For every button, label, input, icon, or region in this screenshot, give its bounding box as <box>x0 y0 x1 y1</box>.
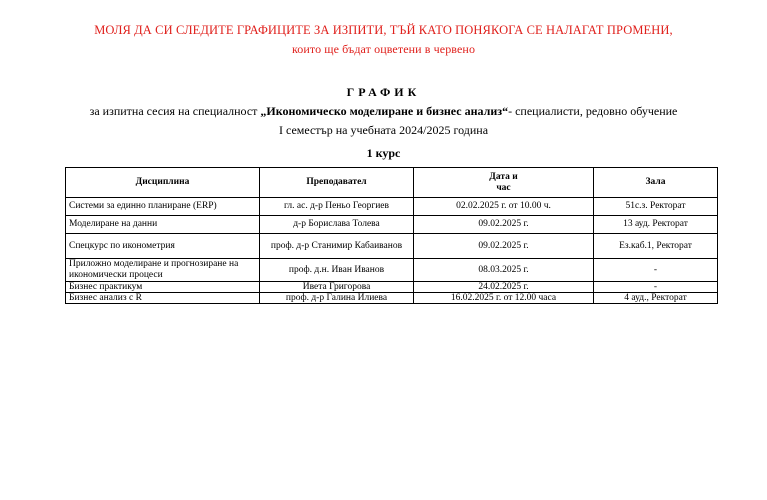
cell-date: 02.02.2025 г. от 10.00 ч. <box>414 198 594 216</box>
table-row <box>66 259 718 282</box>
cell-lecturer: проф. д.н. Иван Иванов <box>260 259 414 282</box>
document-title: ГРАФИК <box>346 85 421 99</box>
table-row <box>66 234 718 259</box>
header-date-line-2: час <box>496 182 511 193</box>
header-room: Зала <box>594 168 718 198</box>
cell-room: - <box>594 282 718 293</box>
specialty-name: „Икономическо моделиране и бизнес анализ“ <box>260 104 509 118</box>
table-row <box>66 282 718 293</box>
document-subtitle <box>0 104 767 119</box>
exam-schedule-table <box>65 167 718 304</box>
cell-room: - <box>594 259 718 282</box>
cell-discipline: Бизнес анализ с R <box>66 293 260 304</box>
cell-lecturer: проф. д-р Станимир Кабаиванов <box>260 234 414 259</box>
cell-room: 13 ауд. Ректорат <box>594 216 718 234</box>
cell-room: 51с.з. Ректорат <box>594 198 718 216</box>
header-date <box>414 168 594 198</box>
cell-discipline: Приложно моделиране и прогнозиране на икономически процеси <box>66 259 260 282</box>
cell-date: 09.02.2025 г. <box>414 234 594 259</box>
course-label: 1 курс <box>366 146 401 160</box>
header-date-line-1: Дата и <box>489 171 518 182</box>
cell-date: 09.02.2025 г. <box>414 216 594 234</box>
table-row <box>66 216 718 234</box>
table-row <box>66 198 718 216</box>
change-notice-line-2: които ще бъдат оцветени в червено <box>291 42 476 56</box>
cell-lecturer: гл. ас. д-р Пеньо Георгиев <box>260 198 414 216</box>
cell-date: 16.02.2025 г. от 12.00 часа <box>414 293 594 304</box>
cell-lecturer: Ивета Григорова <box>260 282 414 293</box>
cell-discipline: Моделиране на данни <box>66 216 260 234</box>
subtitle-prefix: за изпитна сесия на специалност <box>89 104 261 118</box>
cell-date: 08.03.2025 г. <box>414 259 594 282</box>
change-notice-line-1: МОЛЯ ДА СИ СЛЕДИТЕ ГРАФИЦИТЕ ЗА ИЗПИТИ, ТЪЙ КАТО ПОНЯКОГА СЕ НАЛАГАТ ПРОМЕНИ, <box>94 23 673 37</box>
cell-lecturer: д-р Борислава Толева <box>260 216 414 234</box>
cell-room: 4 ауд., Ректорат <box>594 293 718 304</box>
header-lecturer: Преподавател <box>260 168 414 198</box>
cell-discipline: Бизнес практикум <box>66 282 260 293</box>
table-row <box>66 293 718 304</box>
header-discipline: Дисциплина <box>66 168 260 198</box>
cell-date: 24.02.2025 г. <box>414 282 594 293</box>
cell-lecturer: проф. д-р Галина Илиева <box>260 293 414 304</box>
subtitle-suffix: - специалисти, редовно обучение <box>508 104 678 118</box>
cell-room: Ез.каб.1, Ректорат <box>594 234 718 259</box>
semester-line: I семестър на учебната 2024/2025 година <box>278 123 489 137</box>
cell-discipline: Спецкурс по иконометрия <box>66 234 260 259</box>
table-header-row <box>66 168 718 198</box>
cell-discipline: Системи за единно планиране (ERP) <box>66 198 260 216</box>
